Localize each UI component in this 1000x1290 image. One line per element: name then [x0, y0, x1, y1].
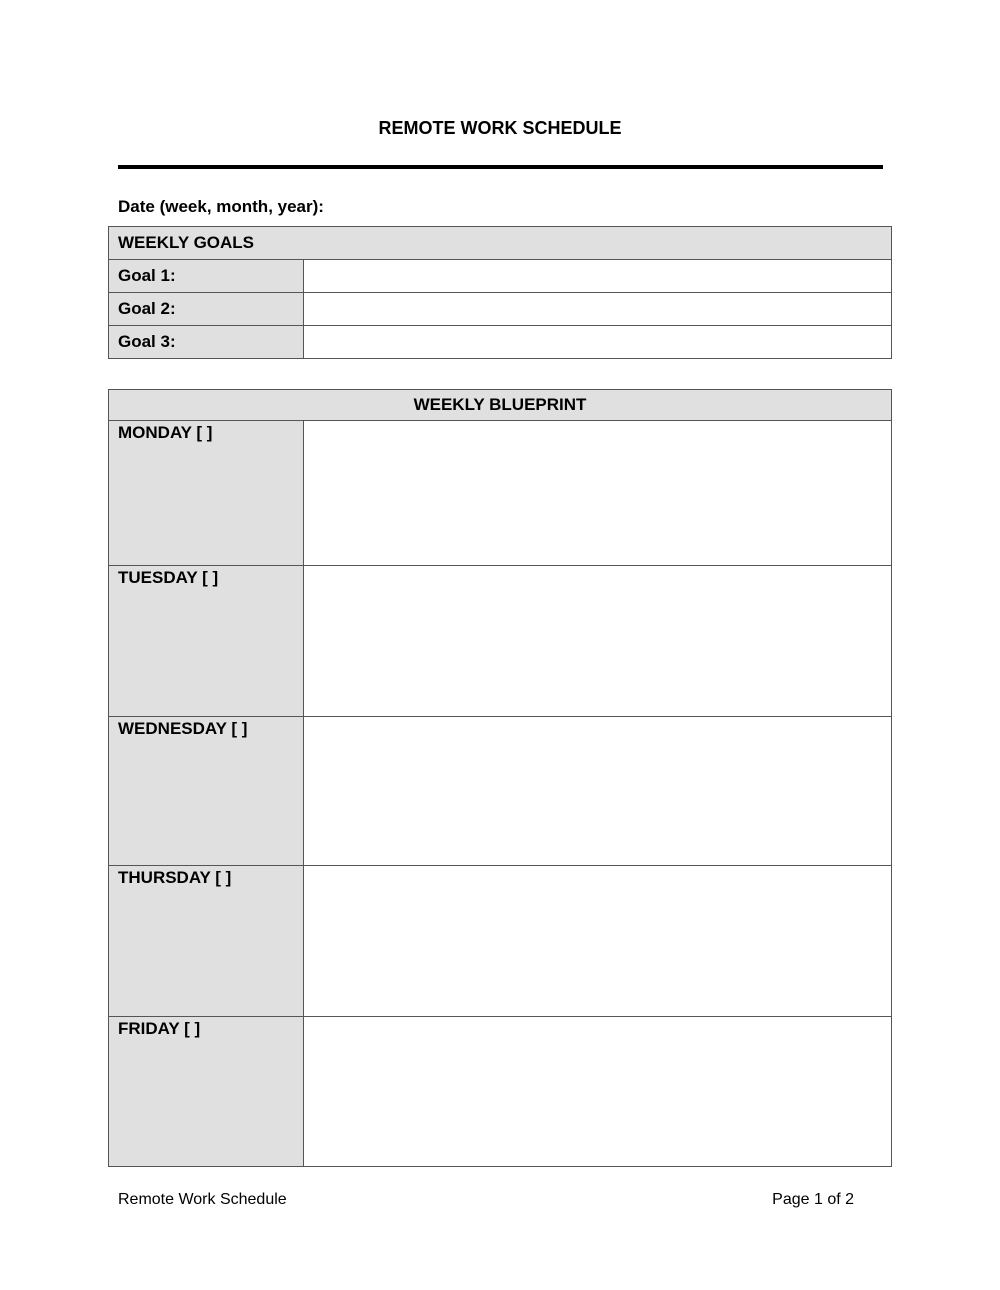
- goal-label: Goal 2:: [109, 293, 304, 326]
- weekly-goals-header: WEEKLY GOALS: [109, 227, 892, 260]
- day-row: [109, 717, 892, 866]
- day-label-friday: FRIDAY [ ]: [109, 1017, 304, 1167]
- day-row: [109, 566, 892, 717]
- title-divider: [118, 165, 883, 169]
- goal-row: [109, 293, 892, 326]
- date-label: Date (week, month, year):: [118, 197, 324, 216]
- goal-3-field[interactable]: [304, 326, 892, 359]
- goal-2-field[interactable]: [304, 293, 892, 326]
- weekly-blueprint-header: WEEKLY BLUEPRINT: [109, 390, 892, 421]
- day-row: [109, 1017, 892, 1167]
- goal-row: [109, 326, 892, 359]
- tuesday-field[interactable]: [304, 566, 892, 717]
- goal-label: Goal 1:: [109, 260, 304, 293]
- day-label-tuesday: TUESDAY [ ]: [109, 566, 304, 717]
- footer-document-title: Remote Work Schedule: [118, 1191, 287, 1208]
- friday-field[interactable]: [304, 1017, 892, 1167]
- weekly-goals-table: [108, 226, 892, 359]
- page-title: REMOTE WORK SCHEDULE: [378, 118, 622, 138]
- weekly-blueprint-table: [108, 389, 892, 1167]
- thursday-field[interactable]: [304, 866, 892, 1017]
- goal-1-field[interactable]: [304, 260, 892, 293]
- goal-label: Goal 3:: [109, 326, 304, 359]
- wednesday-field[interactable]: [304, 717, 892, 866]
- day-label-wednesday: WEDNESDAY [ ]: [109, 717, 304, 866]
- footer-page-number: Page 1 of 2: [772, 1191, 854, 1208]
- day-label-thursday: THURSDAY [ ]: [109, 866, 304, 1017]
- goal-row: [109, 260, 892, 293]
- monday-field[interactable]: [304, 421, 892, 566]
- day-label-monday: MONDAY [ ]: [109, 421, 304, 566]
- day-row: [109, 866, 892, 1017]
- day-row: [109, 421, 892, 566]
